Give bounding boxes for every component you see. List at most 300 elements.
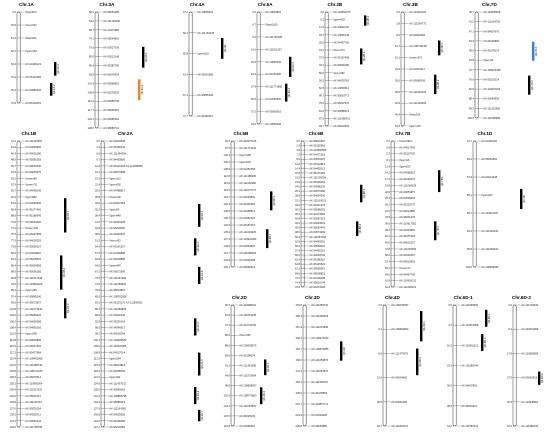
chromosome-bar [475,12,478,118]
marker-name: Xgwm122 [109,177,121,181]
marker-name: AX-110998911 [239,303,257,307]
marker-position: 130.4 [9,388,16,392]
marker-position: 143.6 [9,425,16,429]
marker-position: 43.2 [294,222,300,226]
marker-name: Xgwm311 [109,376,121,380]
chromosome-title: Chr.6A [257,2,273,7]
marker-position: 103.5 [465,265,472,269]
marker-name: AX-110991121 [461,344,479,348]
marker-position: 30.0 [394,79,400,83]
marker-name: Xwmc396.1 [399,139,413,143]
chromosome-panel-6b [288,132,370,290]
qtl-interval-bar [360,48,362,64]
chromosome-panel-6a [244,3,299,127]
marker-position: 0.0 [508,303,512,307]
marker-name: AX-111164285 [109,407,126,411]
marker-name: Xcwem140 [25,227,39,231]
qtl-label: Qlt-1A.1 [57,64,61,74]
marker-name: AX-95651486 [103,10,120,14]
marker-position: 2.4 [296,144,300,148]
chromosome-panel-2d [218,296,274,429]
qtl-interval-bar [198,267,200,284]
marker-name: AX-94570180 [309,190,326,194]
marker-name: AX-94587226 [239,216,256,220]
marker-name: AX-111818131 [391,424,409,428]
qtl-interval-bar [270,191,272,210]
marker-position: 90.8 [10,276,16,280]
marker-name: AX-111020025 [409,90,427,94]
marker-name: AX-108860798 [109,394,127,398]
marker-name: AX-111927524 [25,388,43,392]
chromosome-panel-3d [290,296,350,429]
marker-position: 46.5 [10,23,16,27]
marker-position: 0.0 [320,10,324,14]
chromosome-title: Chr.3A [99,2,115,7]
marker-name: AX-95063772 [333,94,350,98]
marker-name: AX-111494063 [409,102,427,106]
marker-position: 132.9 [223,223,230,227]
marker-position: 108.4 [9,326,16,330]
marker-name: Xgwm133 [409,124,421,128]
marker-name: AX-95604495 [391,376,408,380]
marker-position: 46.4 [394,113,400,117]
marker-position: 32.7 [376,424,382,428]
marker-position: 32.0 [94,202,100,206]
marker-position: 51.4 [10,36,16,40]
marker-position: 108.8 [93,351,100,355]
qtl-label: Qlt-2A.6 [197,390,201,401]
marker-name: AX-95059222 [25,314,42,318]
marker-name: AX-95117093 [399,152,415,156]
marker-position: 44.2 [10,146,16,150]
qtl-label: Qlt-2A.4 [197,322,201,332]
marker-name: AX-95006717 [25,394,42,398]
marker-position: 104.0 [9,314,16,318]
marker-name: AX-95123770 [399,203,416,207]
marker-name: AX-95166470 [399,178,416,182]
chromosome-panel-7d [462,3,542,121]
marker-position: 144.0 [93,419,100,423]
marker-position: 50.7 [10,164,16,168]
marker-position: 94.3 [224,139,230,143]
marker-name: Xbarc164 [409,113,421,117]
marker-name: AX-111004225 [239,230,257,234]
marker-position: 153.5 [295,303,302,307]
marker-name: Xwmc453 [109,239,121,243]
marker-position: 31.2 [294,199,300,203]
qtl-interval-bar [438,41,440,56]
marker-position: 160.4 [295,336,302,340]
qtl-interval-bar [416,349,418,376]
marker-position: 51.8 [394,124,400,128]
marker-name: AX-110862270 [333,10,351,14]
marker-position: 58.4 [88,10,94,14]
marker-name: AX-95087441 [309,226,326,230]
marker-position: 59.7 [10,189,16,193]
marker-position: 33.8 [384,216,390,220]
marker-position: 72.0 [294,276,300,280]
chromosome-title: Chr.3D [305,295,320,300]
marker-position: 19.1 [394,56,400,60]
marker-name: AX-94527018 [109,202,126,206]
chromosome-map [378,139,448,289]
marker-name: AX-110862429 [25,282,43,286]
chromosome-title: Chr.6D-2 [512,295,531,300]
marker-name: AX-111087092 [309,235,327,239]
chromosome-bar [95,12,98,128]
marker-position: 0.0 [252,10,256,14]
marker-position: 28.8 [94,195,100,199]
marker-name: Xpsp3027 [25,10,37,14]
marker-position: 112.0 [93,357,100,361]
chromosome-map [500,303,548,428]
marker-position: 107.5 [223,414,230,418]
marker-name: Xgwm429 [333,18,345,22]
marker-position: 157.9 [295,325,302,329]
marker-name: Xgwm337 [481,193,493,197]
marker-name: AX-94622484 [409,33,426,37]
marker-name: Xcwem71 [399,266,411,270]
marker-name: AX-95885862 [103,82,120,86]
qtl-label: Qlt-3B.2 [437,79,441,90]
marker-name: AX-95228440 [239,414,256,418]
marker-name: AX-94445091 [309,240,326,244]
marker-position: 51.2 [94,239,100,243]
marker-position: 126.0 [9,376,16,380]
marker-name: AX-95086022 [309,208,326,212]
marker-position: 69.6 [294,272,300,276]
chromosome-title: Chr.4D [385,295,400,300]
marker-position: 210.7 [295,402,302,406]
marker-name: AX-111089744 [461,364,479,368]
qtl-label: Qlt-1B.3 [67,303,71,314]
chromosome-bar [383,305,386,426]
qtl-interval-bar [266,229,268,248]
qtl-label: Qlt-2A.7 [201,410,205,421]
marker-position: 38.4 [294,212,300,216]
chromosome-panel-6d2 [500,296,548,429]
marker-name: AX-108969995 [481,265,499,269]
marker-name: AX-94580310 [239,424,256,428]
qtl-interval-bar [260,387,262,404]
marker-position: 41.2 [10,139,16,143]
qtl-interval-bar [54,62,56,76]
marker-name: AX-111096012 [399,285,417,289]
marker-position: 26.4 [294,190,300,194]
qtl-interval-bar [485,310,487,327]
chromosome-panel-4a [176,3,231,119]
marker-name: AX-10471984 [103,28,120,32]
marker-name: Xwmc453 [239,334,251,338]
marker-name: AX-94488817 [109,189,126,193]
marker-position: 79.9 [10,101,16,105]
marker-position: 73.6 [94,282,100,286]
marker-name: AX-94846155 [391,400,408,404]
marker-position: 79.5 [88,46,94,50]
marker-position: 75.3 [10,88,16,92]
marker-name: AX-94881036 [25,88,42,92]
marker-position: 104.2 [223,404,230,408]
chromosome-panel-1b [4,132,74,430]
chromosome-bar [513,305,516,426]
marker-position: 128.2 [9,382,16,386]
marker-position: 25.6 [94,189,100,193]
marker-name: AX-94445452 [239,202,256,206]
marker-position: 25.3 [446,364,452,368]
marker-position: 128.6 [87,126,94,130]
marker-name: AX-10805024 [197,10,214,14]
marker-position: 6.2 [320,18,324,22]
marker-name: AX-95126595 [483,39,500,43]
qtl-label: Qlt-1B.1 [67,210,71,221]
marker-name: AX-111089826 [109,307,127,311]
marker-name: AX-111548065 [461,303,479,307]
qtl-label: Qlt-7D.1 [535,46,539,57]
marker-name: AX-111479376 [391,352,409,356]
marker-name: Xcwem372 [409,56,423,60]
marker-name: AX-94620157 [399,241,416,245]
marker-name: AX-95121096 [25,75,42,79]
marker-name: AX-95218060 [109,227,126,231]
marker-name: AX-95010144 [309,281,326,285]
qtl-label: Qlt-2D.1 [267,362,271,373]
marker-name: AX-95150960 [309,144,326,148]
marker-name: AX-95142853 [309,162,326,166]
marker-position: 27.9 [250,85,256,89]
marker-name: AX-111508989 [483,116,501,120]
marker-position: 47.1 [468,30,474,34]
marker-name: AX-111011267 [265,48,282,52]
marker-position: 126.3 [223,202,230,206]
chromosome-title: Chr.6B [308,131,324,136]
qtl-label: Qlt-6D.3 [541,373,545,384]
marker-name: Xgwm46 [399,159,410,163]
qtl-interval-bar [289,57,291,77]
qtl-interval-bar [532,42,534,61]
marker-position: 63.9 [224,314,230,318]
marker-name: AX-94500186 [333,64,350,68]
marker-name: AX-94653075 [25,171,42,175]
chromosome-map [176,10,231,118]
marker-name: AX-110037404 [483,88,501,92]
marker-position: 99.2 [94,332,100,336]
marker-name: AX-94463470 [109,233,126,237]
chromosome-bar [391,141,394,287]
marker-name: AX-94617543 [399,146,416,150]
marker-position: 28.2 [384,203,390,207]
marker-name: AX-95013148 [103,55,120,59]
marker-position: 102.4 [93,338,100,342]
marker-name: AX-111059002 [109,282,127,286]
marker-name: Xcwem85 [25,177,37,181]
marker-name: AX-110744781 [239,324,257,328]
qtl-label: Qlt-2D.2 [263,390,267,401]
marker-position: 0.0 [12,10,16,14]
chromosome-title: Chr.6D-1 [453,295,473,300]
marker-position: 64.2 [10,62,16,66]
marker-name: AX-95205525 [25,258,42,262]
marker-position: 50.6 [384,254,390,258]
marker-position: 91.2 [224,364,230,368]
marker-name: AX-95087013 [309,217,326,221]
marker-position: 17.0 [384,178,390,182]
marker-name: AX-95075837 [25,301,42,305]
marker-position: 13.6 [376,376,382,380]
marker-position: 93.7 [318,124,324,128]
marker-name: AX-95060318 [521,376,538,380]
marker-position: 81.2 [318,109,324,113]
chromosome-panel-1d [460,132,530,270]
marker-name: AX-110935608 [483,10,501,14]
marker-name: AX-111519021 [309,199,327,203]
marker-position: 59.0 [384,273,390,277]
marker-name: AX-95950181 [103,109,120,113]
marker-position: 118.4 [93,370,100,374]
chromosome-bar [257,12,260,124]
marker-position: 57.6 [94,251,100,255]
marker-name: AX-95880710 [103,126,120,130]
marker-name: AX-94594209 [311,413,328,417]
marker-name: AX-95089245 [409,79,426,83]
marker-name: AX-94449128 [109,220,126,224]
marker-name: AX-94590061 [309,267,326,271]
marker-position: 47.2 [182,10,188,14]
marker-position: 14.2 [384,171,390,175]
chromosome-title: Chr.7B [395,131,411,136]
marker-name: AX-94586126 [309,185,326,189]
marker-position: 0.0 [296,139,300,143]
marker-position: 64.6 [384,285,390,289]
marker-position: 45.0 [384,241,390,245]
marker-position: 77.5 [10,239,16,243]
marker-name: AX-111106009 [309,176,326,180]
marker-position: 135.1 [223,230,230,234]
marker-position: 94.8 [224,374,230,378]
qtl-label: Qlt-4D.2 [419,357,423,367]
marker-name: AX-109483580 [109,338,127,342]
marker-name: AX-108794597 [391,303,409,307]
marker-name: AX-111698203 [239,251,257,255]
marker-position: 22.6 [384,190,390,194]
marker-name: AX-95959736 [103,100,120,104]
marker-position: 75.0 [318,102,324,106]
marker-name: Xgwm408 [239,153,251,157]
marker-name: AX-94652846 [265,98,282,102]
marker-position: 132.6 [9,394,16,398]
marker-position: 146.1 [223,265,230,269]
marker-name: AX-111061265 [239,314,257,318]
marker-position: 119.4 [9,357,16,361]
marker-position: 112.8 [9,338,16,342]
marker-name: AX-95080019 [109,401,126,405]
marker-position: 47.8 [384,247,390,251]
marker-name: AX-95176074 [483,49,500,53]
chromosome-map [388,10,448,128]
marker-position: 115.2 [93,363,100,367]
marker-name: AX-94468513 [239,209,256,213]
chromosome-panel-2a [88,132,208,430]
marker-position: 38.4 [94,214,100,218]
marker-name: AX-95157498 [333,56,350,60]
marker-position: 82.5 [468,88,474,92]
marker-name: AX-95064596 [483,97,500,101]
marker-position: 162.7 [295,347,302,351]
marker-name: AX-95186945 [25,214,42,218]
marker-name: AX-94400888 [109,251,126,255]
chromosome-title: Chr.2B [327,2,343,7]
marker-position: 42.2 [384,235,390,239]
marker-position: 67.2 [294,267,300,271]
marker-position: 61.8 [384,279,390,283]
marker-name: AX-111076747 [239,188,257,192]
marker-name: AX-95173028 [309,285,326,289]
marker-name: AX-94654200 [309,194,326,198]
chromosome-bar [189,12,192,116]
marker-position: 0.0 [96,139,100,143]
marker-name: AX-95207070 [333,102,350,106]
marker-name: AX-95650027 [25,245,42,249]
marker-name: AX-95064580 [311,424,328,428]
marker-name: Xcwem18 [109,195,121,199]
marker-name: AX-95477684 [25,351,42,355]
marker-position: 53.4 [384,260,390,264]
marker-name: AX-110969834 [521,352,539,356]
marker-position: 41.6 [94,220,100,224]
qtl-label: Qlt-2A.5 [201,359,205,369]
marker-position: 60.8 [94,258,100,262]
marker-name: AX-108838007 [239,384,257,388]
chromosome-bar [473,141,476,267]
chromosome-panel-6d1 [440,296,495,429]
marker-name: AX-10800345 [265,60,282,64]
chromosome-map [370,303,430,428]
chromosome-map [244,10,299,126]
marker-name: Xwmc333 [25,23,37,27]
marker-position: 90.4 [88,64,94,68]
marker-name: AX-111740228 [197,31,215,35]
marker-name: AX-95121094 AX-111099658 [109,164,143,168]
qtl-interval-bar [438,170,440,192]
chromosome-title: Chr.1D [477,131,493,136]
marker-name: AX-95018640 [25,164,42,168]
marker-name: AX-111494356 [109,152,127,156]
marker-position: 31.0 [384,209,390,213]
marker-position: 100.2 [467,116,474,120]
marker-position: 12.0 [294,162,300,166]
marker-name: AX-95178852 [311,391,328,395]
marker-position: 121.6 [9,363,16,367]
marker-name: AX-86133451 [25,101,42,105]
marker-position: 16.2 [446,344,452,348]
qtl-interval-bar [64,298,66,318]
marker-name: Xgwm636 [109,183,121,187]
marker-name: AX-94467790 [399,273,416,277]
marker-position: 48.6 [10,158,16,162]
qtl-label: Qlt-6D.2 [484,337,488,348]
marker-position: 14.4 [294,167,300,171]
marker-name: AX-94443981 [399,228,416,232]
marker-position: 48.0 [294,231,300,235]
marker-position: 119.5 [223,188,230,192]
marker-position: 16.8 [294,171,300,175]
chromosome-panel-1a [4,3,64,106]
marker-position: 124.1 [223,195,230,199]
marker-position: 35.2 [94,208,100,212]
marker-position: 86.4 [10,264,16,268]
marker-name: AX-94639702 [309,254,326,258]
marker-name: AX-95133170 AX-111834281 [109,301,143,305]
chromosome-title: Chr.2D [232,295,247,300]
